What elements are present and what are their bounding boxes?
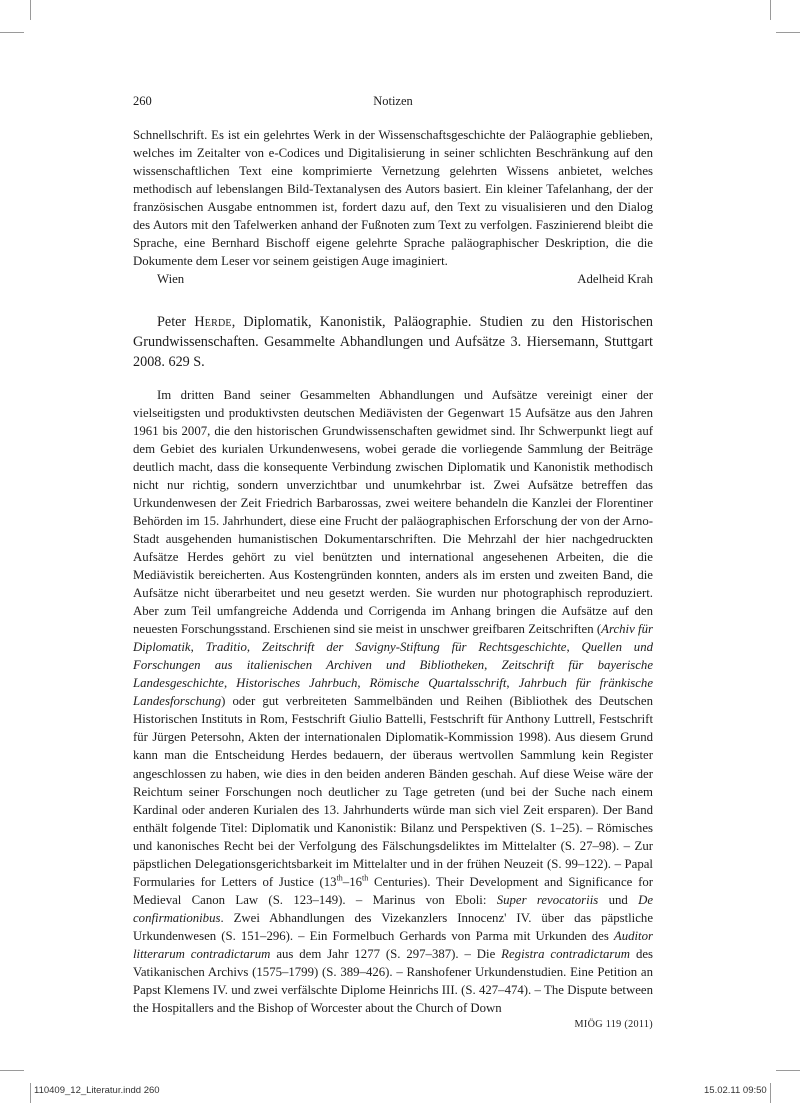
book-author-last: Herde [194, 314, 232, 331]
crop-mark-top-right [770, 0, 771, 20]
crop-mark-bottom-left [30, 1083, 31, 1103]
crop-mark-top-left [30, 0, 31, 20]
book-reference [133, 313, 653, 372]
review-text: Im dritten Band seiner Gesammelten Abhandlungen und Aufsätze vereinigt einer der vielseitigsten und produktivsten deutschen Mediävisten der Gegenwart 15 Aufsätze aus den Jahren 1961 bis 2007, die den historischen Grundwissenschaften gewidmet sind. Ihr Schwerpunkt liegt auf dem Gebiet des kurialen Urkundenwesens, wobei gerade die vorliegende Sammlung der Beiträge deutlich macht, dass die konsequente Verbindung zwischen Diplomatik und Kanonistik methodisch nicht nur richtig, sondern unverzichtbar und unumkehrbar ist. Zwei Aufsätze betreffen das Urkundenwesen der Zeit Friedrich Barbarossas, zwei weitere behandeln die Kanzlei der Florentiner Behörden im 15. Jahrhundert, diese eine Frucht der paläographischen Erforschung der von der Arno-Stadt ausgehenden humanistischen Dokumentarschriften. Die Mehrzahl der hier nachgedruckten Aufsätze Herdes gehört zu viel benützten und international angesehenen Arbeiten, die die Mediävistik bereicherten. Aus Kostengründen konnten, anders als im ersten und zweiten Band, die Aufsätze nicht überarbeitet und neu gesetzt werden. Sie wurden nur photographisch reproduziert. Aber zum Teil umfangreiche Addenda und Corrigenda im Anhang bringen die Aufsätze auf den neuesten Forschungsstand. Erschienen sind sie meist in unschwer greifbaren Zeitschriften (Archiv für Diplomatik, Traditio, Zeitschrift der Savigny-Stiftung für Rechtsgeschichte, Quellen und Forschungen aus italienischen Archiven und Bibliotheken, Zeitschrift für bayerische Landesgeschichte, Historisches Jahrbuch, Römische Quartalsschrift, Jahrbuch für fränkische Landesforschung) oder gut verbreiteten Sammelbänden und Reihen (Bibliothek des Deutschen Historischen Instituts in Rom, Festschrift Giulio Battelli, Festschrift für Anthony Luttrell, Festschrift für Jürgen Petersohn, Akten der internationalen Diplomatik-Kommission 1998). Aus diesem Grund kann man die Entscheidung Herdes bedauern, der überaus wertvollen Sammlung kein Register angeschlossen zu haben, wie dies in den beiden anderen Bänden geschah. Auf diese Weise wäre der Reichtum seiner Forschungen noch deutlicher zu Tage getreten (und bei der Suche nach einem Kardinal oder anderen Kurialen des 13. Jahrhunderts würde man sich viel Zeit ersparen). Der Band enthält folgende Titel: Diplomatik und Kanonistik: Bilanz und Perspektiven (S. 1–25). – Römisches und kanonisches Recht bei der Verfolgung des Fälschungsdeliktes im Mittelalter (S. 27–98). – Zur päpstlichen Delegationsgerichtsbarkeit im Mittelalter und in der frühen Neuzeit (S. 99–122). – Papal Formularies for Letters of Justice (13th–16th Centuries). Their Development and Significance for Medieval Canon Law (S. 123–149). – Marinus von Eboli: Super revocatoriis und De confirmationibus. Zwei Abhandlungen des Vizekanzlers Innocenz' IV. über das päpstliche Urkundenwesen (S. 151–296). – Ein Formelbuch Gerhards von Parma mit Urkunden des Auditor litterarum contradictarum aus dem Jahr 1277 (S. 297–387). – Die Registra contradictarum des Vatikanischen Archivs (1575–1799) (S. 389–426). – Ranshofener Urkundenstudien. Eine Petition an Papst Klemens IV. und zwei verfälschte Diplome Heinrichs III. (S. 427–474). – The Dispute between the Hospitallers and the Bishop of Worcester about the Church of Down [133, 387, 654, 1016]
running-title: Notizen [373, 94, 413, 108]
page-header [133, 94, 653, 112]
crop-mark-left-top [0, 32, 24, 33]
previous-review-text: Schnellschrift. Es ist ein gelehrtes Werk in der Wissenschaftsgeschichte der Paläographie geblieben, welches im Zeitalter von e-Codices und Digitalisierung in seiner schlichten Beschränkung auf den wissenschaftlichen Text eine komprimierte Vernetzung gelehrten Wissens anbietet, welches methodisch auf lebenslangen Bild-Textanalysen des Autors basiert. Ein kleiner Tafelanhang, der der französischen Ausgabe entnommen ist, fordert dazu auf, den Text zu visualisieren und den Dialog des Autors mit den Tafelwerken anhand der Fußnoten zum Text zu verfolgen. Faszinierend bleibt die Sprache, eine Bernhard Bischoff eigene gelehrte Sprache paläographischer Deskription, die die Dokumente dem Leser vor seinem geistigen Auge imaginiert. [133, 128, 653, 269]
journal-footer: MIÖG 119 (2011) [574, 1019, 653, 1030]
crop-mark-bottom-right [770, 1083, 771, 1103]
crop-mark-right-bottom [776, 1070, 800, 1071]
page-body [133, 126, 653, 1017]
reviewer-name: Adelheid Krah [577, 272, 653, 287]
reviewer-place: Wien [157, 272, 185, 287]
crop-mark-right-top [776, 32, 800, 33]
crop-mark-left-bottom [0, 1070, 24, 1071]
page-number: 260 [133, 94, 152, 108]
book-details: , Diplomatik, Kanonistik, Paläographie. Studien zu den Historischen Grundwissenschaften. Gesammelte Abhandlungen und Aufsätze 3. Hiersemann, Stuttgart 2008. 629 S. [133, 314, 654, 370]
print-slug-file: 110409_12_Literatur.indd 260 [34, 1085, 160, 1096]
print-slug-date: 15.02.11 09:50 [704, 1085, 767, 1096]
book-author-first: Peter [157, 314, 187, 331]
reviewer-signature [133, 270, 653, 288]
